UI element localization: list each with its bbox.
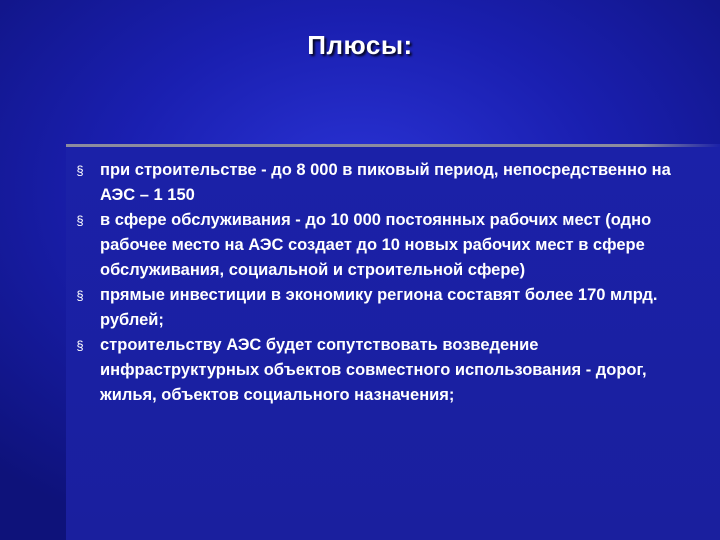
bullet-marker-icon: § (76, 163, 84, 178)
bullet-text: прямые инвестиции в экономику региона составят более 170 млрд. рублей; (100, 286, 658, 329)
bullet-item-construction-jobs (74, 158, 694, 208)
slide-title: Плюсы: (307, 30, 413, 60)
bullet-marker-icon: § (76, 213, 84, 228)
bullet-item-investments (74, 283, 694, 333)
bullet-text: при строительстве - до 8 000 в пиковый период, непосредственно на АЭС – 1 150 (100, 161, 671, 204)
bullet-marker-icon: § (76, 338, 84, 353)
divider-line-fade (640, 144, 720, 147)
bullet-list (74, 158, 694, 408)
bullet-text: в сфере обслуживания - до 10 000 постоянных рабочих мест (одно рабочее место на АЭС создает до 10 новых рабочих мест в сфере обслуживания, социальной и строительной сфере) (100, 211, 652, 279)
bullet-marker-icon: § (76, 288, 84, 303)
bullet-item-service-jobs (74, 208, 694, 283)
bullet-item-infrastructure (74, 333, 694, 408)
divider-line (66, 144, 640, 147)
bullet-text: строительству АЭС будет сопутствовать возведение инфраструктурных объектов совместного использования - дорог, жилья, объектов социального назначения; (100, 336, 647, 404)
